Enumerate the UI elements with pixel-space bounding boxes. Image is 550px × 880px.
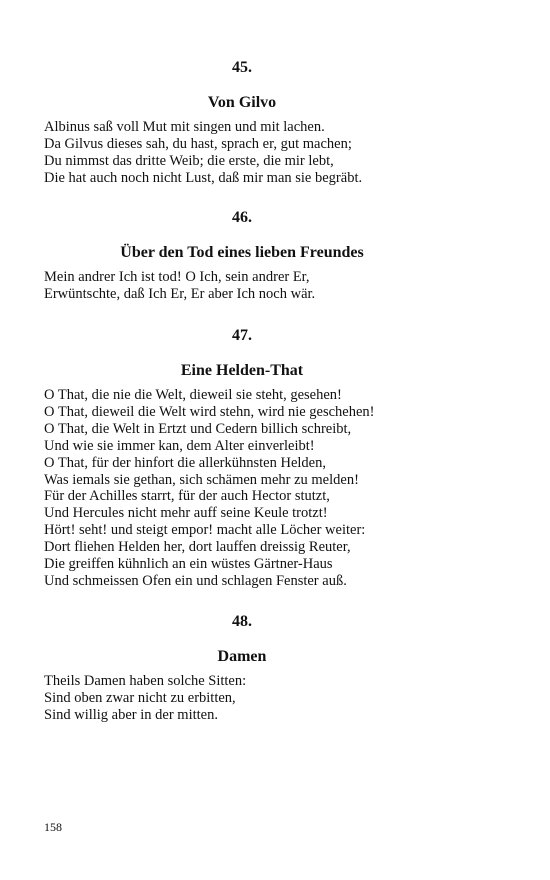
verse-line: Die greiffen kühnlich an ein wüstes Gärtner-Haus xyxy=(44,556,333,573)
poem-title: Damen xyxy=(217,648,267,665)
poem-number: 45. xyxy=(232,59,252,76)
verse-line: Und Hercules nicht mehr auff seine Keule trotzt! xyxy=(44,505,328,522)
poem-46 xyxy=(44,208,514,303)
verse-line: O That, die nie die Welt, dieweil sie steht, gesehen! xyxy=(44,387,342,403)
poem-48 xyxy=(44,612,514,724)
poem-title: Eine Helden-That xyxy=(180,362,304,379)
poem-47 xyxy=(44,326,514,590)
verse-line: O That, die Welt in Ertzt und Cedern billich schreibt, xyxy=(44,420,352,437)
verse-line: Dort fliehen Helden her, dort lauffen dreissig Reuter, xyxy=(44,539,351,556)
poem-title: Von Gilvo xyxy=(207,94,277,111)
verse-line: Für der Achilles starrt, für der auch Hector stutzt, xyxy=(44,488,330,505)
verse-line: Theils Damen haben solche Sitten: xyxy=(44,673,247,689)
poem-number: 48. xyxy=(232,613,252,630)
verse-line: Die hat auch noch nicht Lust, daß mir man sie begräbt. xyxy=(44,169,363,186)
verse-line: O That, für der hinfort die allerkühnsten Helden, xyxy=(44,454,326,471)
verse-line: Albinus saß voll Mut mit singen und mit lachen. xyxy=(44,119,325,135)
poem-body xyxy=(44,387,514,590)
verse-line: Und schmeissen Ofen ein und schlagen Fenster auß. xyxy=(44,572,347,589)
verse-line: Mein andrer Ich ist tod! O Ich, sein andrer Er, xyxy=(44,269,310,285)
poem-45 xyxy=(44,58,514,187)
verse-line: Hört! seht! und steigt empor! macht alle Löcher weiter: xyxy=(44,522,366,539)
verse-line: Da Gilvus dieses sah, du hast, sprach er, gut machen; xyxy=(44,135,352,152)
verse-line: Du nimmst das dritte Weib; die erste, die mir lebt, xyxy=(44,152,334,169)
verse-line: Und wie sie immer kan, dem Alter einverleibt! xyxy=(44,437,315,454)
verse-line: Erwüntschte, daß Ich Er, Er aber Ich noch wär. xyxy=(44,285,316,302)
page-number: 158 xyxy=(44,820,62,834)
verse-line: Sind oben zwar nicht zu erbitten, xyxy=(44,689,236,706)
verse-line: O That, dieweil die Welt wird stehn, wird nie geschehen! xyxy=(44,403,375,420)
poem-body xyxy=(44,673,514,724)
poem-number: 46. xyxy=(232,209,252,226)
verse-line: Was iemals sie gethan, sich schämen mehr zu melden! xyxy=(44,471,359,488)
poem-number: 47. xyxy=(232,327,252,344)
poem-body xyxy=(44,119,514,187)
poem-body xyxy=(44,269,514,303)
verse-line: Sind willig aber in der mitten. xyxy=(44,706,218,723)
poem-title: Über den Tod eines lieben Freundes xyxy=(120,244,364,261)
